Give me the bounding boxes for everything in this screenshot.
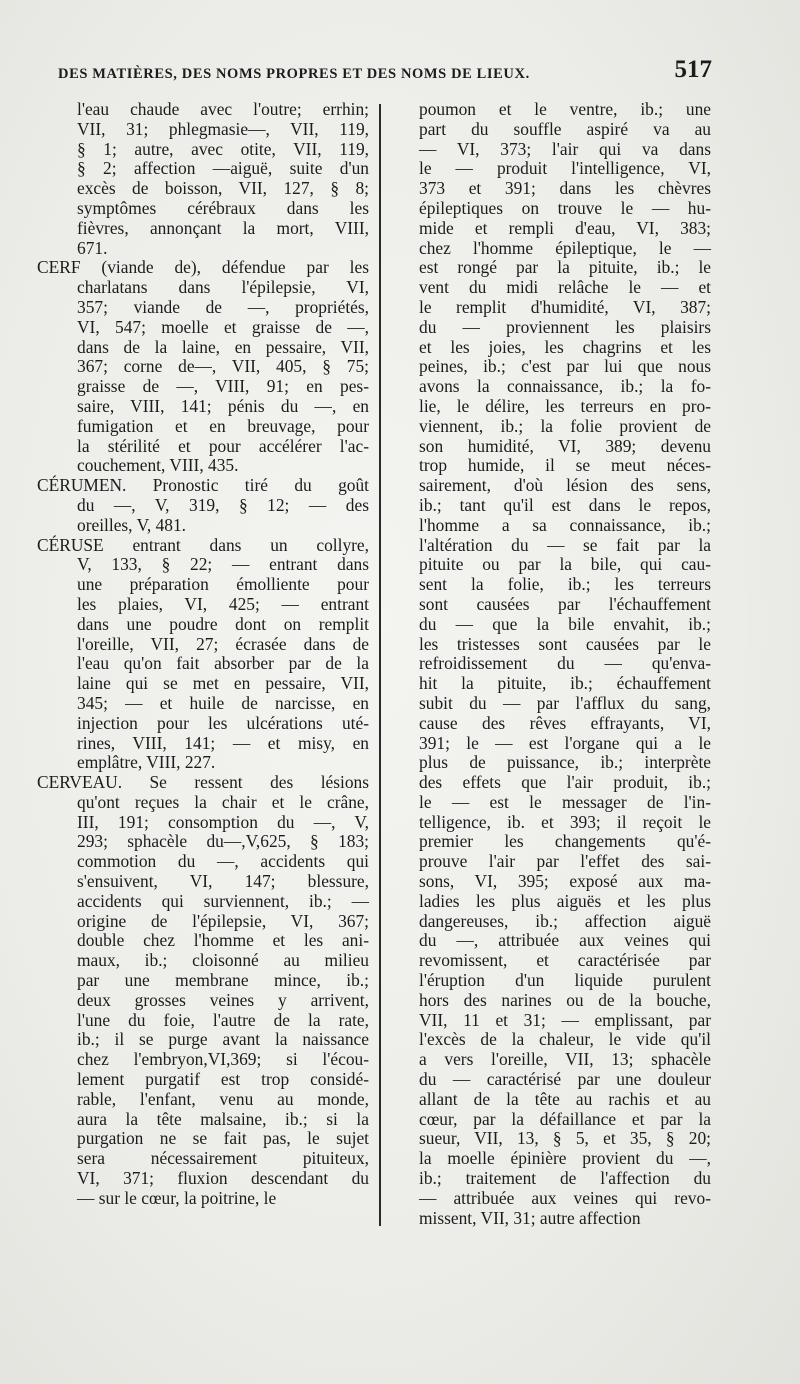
text-line: double chez l'homme et les ani-	[77, 930, 369, 951]
text-line: 367; corne de—, VII, 405, § 75;	[77, 356, 369, 377]
text-line: symptômes cérébraux dans les	[77, 197, 369, 218]
text-line: deux grosses veines y arrivent,	[77, 989, 369, 1010]
text-line: sent la folie, ib.; les terreurs	[419, 574, 711, 595]
text-line: commotion du —, accidents qui	[77, 851, 369, 872]
text-line: hors des narines ou de la bouche,	[419, 989, 711, 1010]
text-line: 357; viande de —, propriétés,	[77, 296, 369, 317]
text-line: graisse de —, VIII, 91; en pes-	[77, 376, 369, 397]
text-line: du —, attribuée aux veines qui	[419, 930, 711, 951]
text-line: viennent, ib.; la folie provient de	[419, 415, 711, 436]
text-line: origine de l'épilepsie, VI, 367;	[77, 910, 369, 931]
text-line: fumigation et en breuvage, pour	[77, 415, 369, 436]
text-line: avons la connaissance, ib.; la fo-	[419, 376, 711, 397]
text-line: refroidissement du — qu'enva-	[419, 653, 711, 674]
text-line: VII, 11 et 31; — emplissant, par	[419, 1009, 711, 1030]
text-line: V, 133, § 22; — entrant dans	[77, 554, 369, 575]
text-line: le remplit d'humidité, VI, 387;	[419, 296, 711, 317]
text-line: 293; sphacèle du—,V,625, § 183;	[77, 831, 369, 852]
entry-continuation	[57, 100, 369, 258]
text-line: 391; le — est l'organe qui a le	[419, 732, 711, 753]
text-line: rable, l'enfant, venu au monde,	[77, 1088, 369, 1109]
text-line: par une membrane mince, ib.;	[77, 970, 369, 991]
text-line: CERVEAU. Se ressent des lésions	[37, 772, 369, 793]
text-line: charlatans dans l'épilepsie, VI,	[77, 277, 369, 298]
right-column	[399, 100, 711, 1228]
text-line: hit la pituite, ib.; échauffement	[419, 673, 711, 694]
text-line: épileptiques on trouve le — hu-	[419, 197, 711, 218]
running-head: DES MATIÈRES, DES NOMS PROPRES ET DES NOMS DE LIEUX.	[58, 66, 530, 82]
text-line: l'une du foie, l'autre de la rate,	[77, 1009, 369, 1030]
text-line: s'ensuivent, VI, 147; blessure,	[77, 871, 369, 892]
entry-ceruse	[37, 534, 369, 774]
text-line: pituite ou par la bile, qui cau-	[419, 554, 711, 575]
text-line: dans une poudre dont on remplit	[77, 613, 369, 634]
text-line: CÉRUSE entrant dans un collyre,	[37, 534, 369, 555]
text-line: sueur, VII, 13, § 5, et 35, § 20;	[419, 1128, 711, 1149]
text-line: chez l'embryon,VI,369; si l'écou-	[77, 1049, 369, 1070]
text-line: poumon et le ventre, ib.; une	[419, 99, 711, 119]
text-line: CERF (viande de), défendue par les	[37, 257, 369, 278]
text-line: mide et rempli d'eau, VI, 383;	[419, 217, 711, 238]
text-line: du — caractérisé par une douleur	[419, 1069, 711, 1090]
text-line: III, 191; consomption du —, V,	[77, 811, 369, 832]
text-line: la stérilité et pour accélérer l'ac-	[77, 435, 369, 456]
entry-cerveau-continued	[399, 100, 711, 1228]
text-line: l'eau qu'on fait absorber par de la	[77, 653, 369, 674]
text-line: missent, VII, 31; autre affection	[419, 1207, 641, 1228]
text-line: vent du midi relâche le — et	[419, 277, 711, 298]
text-line: emplâtre, VIII, 227.	[77, 752, 216, 773]
text-line: l'excès de la chaleur, le vide qu'il	[419, 1029, 711, 1050]
text-line: du — proviennent les plaisirs	[419, 316, 711, 337]
text-line: a vers l'oreille, VII, 13; sphacèle	[419, 1049, 711, 1070]
text-line: son humidité, VI, 389; devenu	[419, 435, 711, 456]
text-line: laine qui se met en pessaire, VII,	[77, 673, 369, 694]
text-line: les tristesses sont causées par le	[419, 633, 711, 654]
text-line: cœur, par la défaillance et par la	[419, 1108, 711, 1129]
text-line: part du souffle aspiré va au	[419, 118, 711, 139]
left-column	[37, 99, 369, 1209]
text-line: injection pour les ulcérations uté-	[77, 712, 369, 733]
text-line: dangereuses, ib.; affection aiguë	[419, 910, 711, 931]
text-line: purgation ne se fait pas, le sujet	[77, 1128, 369, 1149]
text-line: — VI, 373; l'air qui va dans	[419, 138, 711, 159]
text-line: chez l'homme épileptique, le —	[419, 237, 711, 258]
text-line: excès de boisson, VII, 127, § 8;	[77, 178, 369, 199]
text-line: lie, le délire, les terreurs en pro-	[419, 395, 711, 416]
text-line: sons, VI, 395; exposé aux ma-	[419, 871, 711, 892]
text-line: ib.; il se purge avant la naissance	[77, 1029, 369, 1050]
entry-cerumen	[37, 475, 369, 535]
text-line: cause des rêves effrayants, VI,	[419, 712, 711, 733]
text-line: peines, ib.; c'est par lui que nous	[419, 356, 711, 377]
text-line: les plaies, VI, 425; — entrant	[77, 593, 369, 614]
text-line: l'éruption d'un liquide purulent	[419, 970, 711, 991]
text-line: trop humide, il se meut néces-	[419, 455, 711, 476]
text-line: ib.; tant qu'il est dans le repos,	[419, 494, 711, 515]
text-line: 345; — et huile de narcisse, en	[77, 692, 369, 713]
text-line: l'homme a sa connaissance, ib.;	[419, 514, 711, 535]
text-line: plus de puissance, ib.; interprète	[419, 752, 711, 773]
text-line: VII, 31; phlegmasie—, VII, 119,	[77, 118, 369, 139]
text-line: l'eau chaude avec l'outre; errhin;	[77, 99, 369, 119]
text-line: VI, 371; fluxion descendant du	[77, 1168, 369, 1189]
text-line: ladies les plus aiguës et les plus	[419, 890, 711, 911]
text-line: l'oreille, VII, 27; écrasée dans de	[77, 633, 369, 654]
text-line: des effets que l'air produit, ib.;	[419, 772, 711, 793]
text-line: dans de la laine, en pessaire, VII,	[77, 336, 369, 357]
text-line: sairement, d'où lésion des sens,	[419, 475, 711, 496]
text-line: VI, 547; moelle et graisse de —,	[77, 316, 369, 337]
text-line: § 2; affection —aiguë, suite d'un	[77, 158, 369, 179]
text-line: et les joies, les chagrins et les	[419, 336, 711, 357]
text-line: fièvres, annonçant la mort, VIII,	[77, 217, 369, 238]
text-line: le — produit l'intelligence, VI,	[419, 158, 711, 179]
text-line: oreilles, V, 481.	[77, 514, 187, 535]
text-line: maux, ib.; cloisonné au milieu	[77, 950, 369, 971]
text-line: saire, VIII, 141; pénis du —, en	[77, 395, 369, 416]
text-line: 373 et 391; dans les chèvres	[419, 178, 711, 199]
text-line: aura la tête malsaine, ib.; si la	[77, 1108, 369, 1129]
text-line: qu'ont reçues la chair et le crâne,	[77, 791, 369, 812]
text-line: la moelle épinière provient du —,	[419, 1148, 711, 1169]
text-line: ib.; traitement de l'affection du	[419, 1168, 711, 1189]
text-line: 671.	[77, 237, 108, 258]
text-line: — sur le cœur, la poitrine, le	[77, 1187, 277, 1208]
text-line: revomissent, et caractérisée par	[419, 950, 711, 971]
text-line: accidents qui surviennent, ib.; —	[77, 890, 369, 911]
text-line: une préparation émolliente pour	[77, 574, 369, 595]
text-line: couchement, VIII, 435.	[77, 455, 239, 476]
column-divider	[379, 104, 381, 1226]
text-line: prouve l'air par l'effet des sai-	[419, 851, 711, 872]
text-line: subit du — par l'afflux du sang,	[419, 692, 711, 713]
text-line: du —, V, 319, § 12; — des	[77, 494, 369, 515]
text-line: sera nécessairement pituiteux,	[77, 1148, 369, 1169]
entry-cerf	[37, 257, 369, 476]
text-line: rines, VIII, 141; — et misy, en	[77, 732, 369, 753]
text-line: allant de la tête au rachis et au	[419, 1088, 711, 1109]
text-line: le — est le messager de l'in-	[419, 791, 711, 812]
page-header	[58, 56, 712, 90]
text-line: telligence, ib. et 393; il reçoit le	[419, 811, 711, 832]
text-line: — attribuée aux veines qui revo-	[419, 1187, 711, 1208]
text-line: § 1; autre, avec otite, VII, 119,	[77, 138, 369, 159]
text-line: est rongé par la pituite, ib.; le	[419, 257, 711, 278]
text-line: CÉRUMEN. Pronostic tiré du goût	[37, 475, 369, 496]
entry-cerveau	[37, 772, 369, 1209]
page-number: 517	[674, 56, 712, 83]
text-line: premier les changements qu'é-	[419, 831, 711, 852]
text-line: lement purgatif est trop considé-	[77, 1069, 369, 1090]
text-line: sont causées par l'échauffement	[419, 593, 711, 614]
text-line: l'altération du — se fait par la	[419, 534, 711, 555]
text-line: du — que la bile envahit, ib.;	[419, 613, 711, 634]
